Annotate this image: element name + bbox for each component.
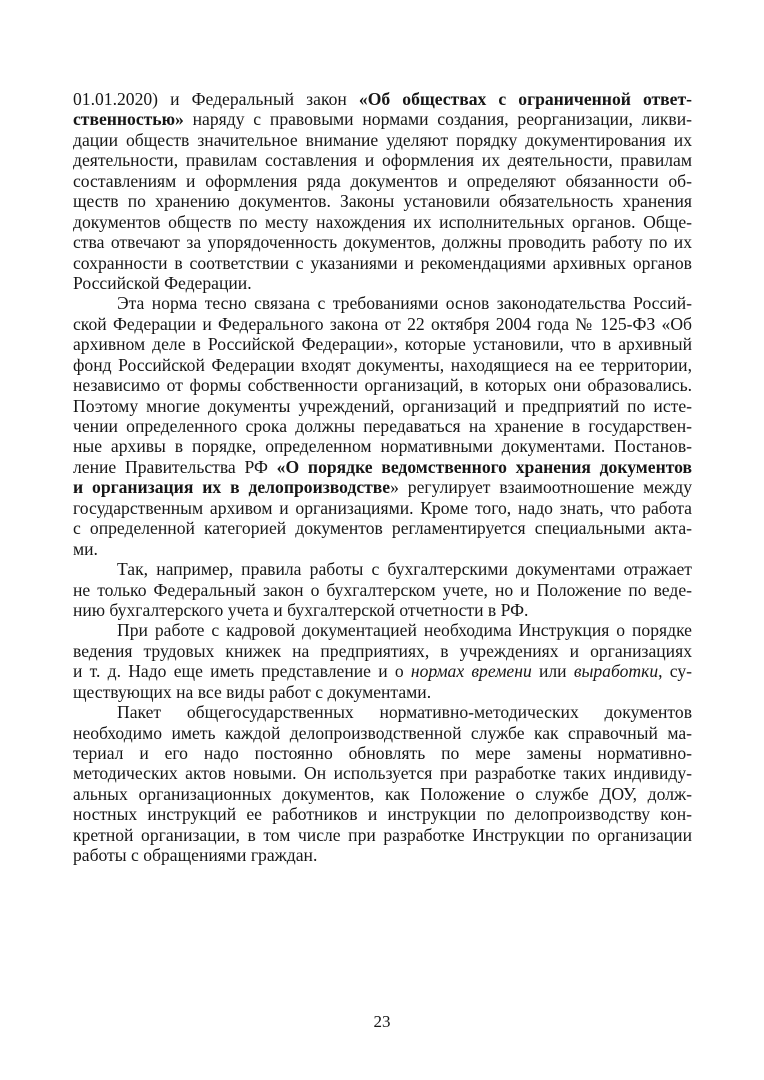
text-run: работы с обращениями граждан. — [73, 845, 318, 866]
bold-text: и организация их в делопроизводстве — [73, 477, 391, 498]
text-run: Эта норма тесно связана с требованиями основ законодательства Россий- — [117, 293, 692, 314]
text-line — [73, 804, 692, 824]
text-run: ществующих на все виды работ с документами. — [73, 681, 432, 702]
text-line — [73, 314, 692, 334]
text-run: ление Правительства РФ — [73, 456, 277, 477]
paragraph — [73, 89, 692, 293]
text-line — [73, 641, 692, 661]
text-run: методических актов новыми. Он используется при разработке таких индивиду- — [73, 763, 692, 784]
text-line — [73, 825, 692, 845]
text-line — [73, 580, 692, 600]
text-run: независимо от формы собственности организаций, в которых они образовались. — [73, 375, 692, 396]
text-run: наряду с правовыми нормами создания, реорганизации, ликви- — [183, 109, 692, 130]
text-run: 01.01.2020) и Федеральный закон — [73, 89, 359, 109]
text-run: архивном деле в Российской Федерации», которые установили, что в архивный — [73, 334, 692, 355]
text-run: ской Федерации и Федерального закона от 22 октября 2004 года № 125-ФЗ «Об — [73, 313, 692, 334]
text-line — [73, 232, 692, 252]
text-run: чении определенного срока должны передаваться на хранение в государствен- — [73, 416, 692, 436]
text-line — [73, 436, 692, 456]
text-line — [73, 109, 692, 129]
text-run: фонд Российской Федерации входят документы, находящиеся на ее территории, — [73, 354, 692, 375]
paragraph — [73, 293, 692, 559]
paragraph — [73, 559, 692, 620]
text-line — [73, 191, 692, 211]
text-run: » регулирует взаимоотношение между — [390, 477, 692, 498]
text-run: с определенной категорией документов регламентируется специальными акта- — [73, 518, 692, 539]
text-run: государственным архивом и организациями. Кроме того, надо знать, что работа — [73, 497, 692, 518]
text-run: ства отвечают за упорядоченность документов, должны проводить работу по их — [73, 232, 692, 253]
paragraph — [73, 620, 692, 702]
text-line — [73, 416, 692, 436]
page-number: 23 — [373, 1012, 391, 1031]
text-line — [73, 375, 692, 395]
text-run: териал и его надо постоянно обновлять по мере замены нормативно- — [73, 743, 692, 763]
text-run: ществ по хранению документов. Законы установили обязательность хранения — [73, 191, 692, 212]
text-line — [73, 477, 692, 497]
text-line — [73, 682, 692, 702]
text-run: дации обществ значительное внимание уделяют порядку документирования их — [73, 129, 692, 150]
text-line — [73, 334, 692, 354]
bold-text: «О порядке ведомственного хранения документов — [276, 456, 692, 477]
text-run: или — [531, 661, 574, 682]
text-run: ми. — [73, 538, 98, 559]
text-run: альных организационных документов, как Положение о службе ДОУ, долж- — [73, 783, 692, 804]
text-line — [73, 293, 692, 313]
text-run: Пакет общегосударственных нормативно-методических документов — [117, 702, 692, 723]
italic-text: выработки — [573, 661, 659, 682]
text-line — [73, 845, 692, 865]
text-line — [73, 396, 692, 416]
text-line — [73, 273, 692, 293]
text-run: не только Федеральный закон о бухгалтерском учете, но и Положение по веде- — [73, 579, 692, 600]
text-line — [73, 723, 692, 743]
text-line — [73, 620, 692, 640]
text-line — [73, 89, 692, 109]
text-line — [73, 498, 692, 518]
text-run: При работе с кадровой документацией необходима Инструкция о порядке — [117, 620, 692, 641]
text-run: необходимо иметь каждой делопроизводственной службе как справочный ма- — [73, 722, 692, 743]
text-line — [73, 355, 692, 375]
text-run: Российской Федерации. — [73, 272, 252, 293]
text-run: ностных инструкций ее работников и инструкции по делопроизводству кон- — [73, 804, 692, 825]
text-run: документов обществ по месту нахождения их исполнительных органов. Обще- — [73, 211, 692, 232]
bold-text: ственностью» — [73, 109, 184, 130]
text-line — [73, 171, 692, 191]
text-run: нию бухгалтерского учета и бухгалтерской отчетности в РФ. — [73, 599, 529, 620]
text-run: Поэтому многие документы учреждений, организаций и предприятий по исте- — [73, 395, 692, 416]
text-line — [73, 559, 692, 579]
text-run: сохранности в соответствии с указаниями и рекомендациями архивных органов — [73, 252, 692, 273]
body-text — [73, 89, 692, 866]
text-run: ные архивы в порядке, определенном нормативными документами. Постанов- — [73, 436, 692, 457]
text-line — [73, 253, 692, 273]
text-run: и т. д. Надо еще иметь представление и о — [73, 661, 411, 682]
text-line — [73, 784, 692, 804]
text-line — [73, 702, 692, 722]
text-run: , су- — [658, 661, 692, 682]
text-line — [73, 743, 692, 763]
text-line — [73, 539, 692, 559]
text-run: кретной организации, в том числе при разработке Инструкции по организации — [73, 824, 692, 845]
text-line — [73, 150, 692, 170]
paragraph — [73, 702, 692, 866]
text-run: Так, например, правила работы с бухгалтерскими документами отражает — [117, 559, 692, 580]
text-line — [73, 600, 692, 620]
text-line — [73, 457, 692, 477]
text-line — [73, 763, 692, 783]
text-line — [73, 130, 692, 150]
text-run: ведения трудовых книжек на предприятиях, в учреждениях и организациях — [73, 640, 692, 661]
bold-text: «Об обществах с ограниченной ответ- — [358, 89, 692, 109]
text-line — [73, 212, 692, 232]
text-run: составлениям и оформления ряда документов и определяют обязанности об- — [73, 170, 692, 191]
text-run: деятельности, правилам составления и оформления их деятельности, правилам — [73, 150, 692, 171]
text-line — [73, 518, 692, 538]
italic-text: нормах времени — [410, 661, 532, 682]
text-line — [73, 661, 692, 681]
